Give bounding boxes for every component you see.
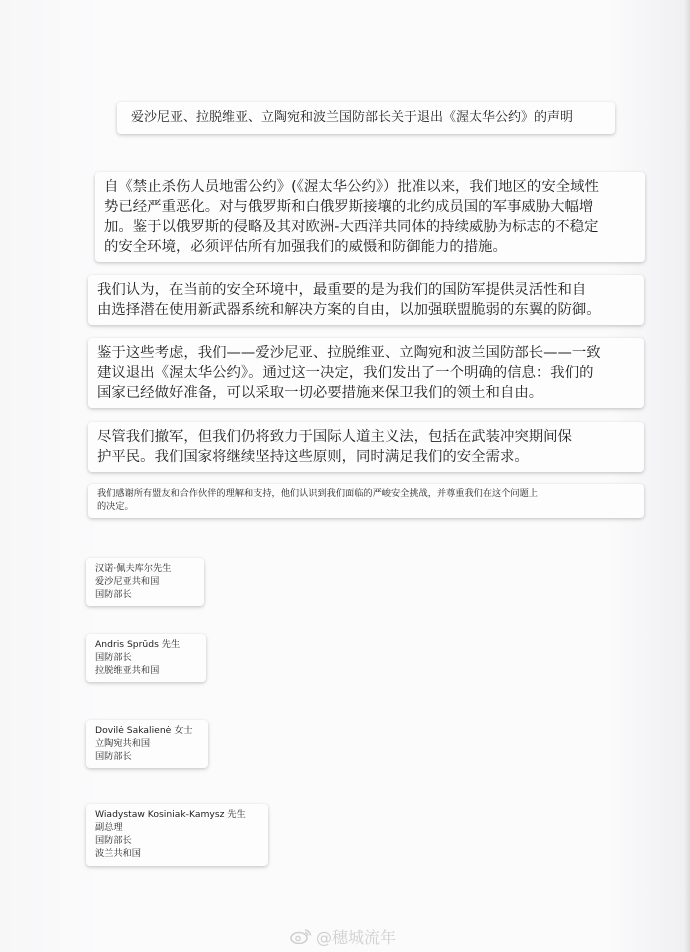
signatory-name: Andris Sprūds 先生 <box>95 639 181 650</box>
signatory-role: 波兰共和国 <box>95 848 141 859</box>
signatory-role: 拉脱维亚共和国 <box>95 665 160 676</box>
signatory-role: 立陶宛共和国 <box>95 738 151 749</box>
text-line: 我们认为，在当前的安全环境中，最重要的是为我们的国防军提供灵活性和自 <box>97 282 587 298</box>
signatory-name: Wiadystaw Kosiniak-Kamysz 先生 <box>95 809 246 820</box>
text-line: 势已经严重恶化。对与俄罗斯和白俄罗斯接壤的北约成员国的军事威胁大幅增 <box>104 199 594 215</box>
text-line: 国家已经做好准备，可以采取一切必要措施来保卫我们的领土和自由。 <box>97 385 544 401</box>
signatory-name: 汉诺·佩夫库尔先生 <box>95 563 172 574</box>
text-line: 尽管我们撤军，但我们仍将致力于国际人道主义法，包括在武装冲突期间保 <box>97 429 572 445</box>
signatory-role: 国防部长 <box>95 751 132 762</box>
page-edge-shadow <box>684 0 690 952</box>
signatory-role: 国防部长 <box>95 835 132 846</box>
watermark-text: @穗城流年 <box>316 927 397 947</box>
text-line: 自《禁止杀伤人员地雷公约》(《渥太华公约》）批准以来，我们地区的安全域性 <box>104 179 599 195</box>
text-line: 护平民。我们国家将继续坚持这些原则，同时满足我们的安全需求。 <box>97 449 529 465</box>
statement-title: 爱沙尼亚、拉脱维亚、立陶宛和波兰国防部长关于退出《渥太华公约》的声明 <box>117 102 615 134</box>
weibo-icon <box>290 928 312 944</box>
text-line: 建议退出《渥太华公约》。通过这一决定，我们发出了一个明确的信息：我们的 <box>97 365 594 381</box>
signatory-name: Dovilė Sakalienė 女士 <box>95 725 193 736</box>
signatory-lithuania <box>86 720 208 768</box>
signatory-latvia <box>86 634 206 682</box>
text-line: 由选择潜在使用新武器系统和解决方案的自由，以加强联盟脆弱的东翼的防御。 <box>97 302 601 318</box>
paragraph-5 <box>88 484 644 518</box>
signatory-role: 副总理 <box>95 822 123 833</box>
text-line: 加。鉴于以俄罗斯的侵略及其对欧洲-大西洋共同体的持续威胁为标志的不稳定 <box>104 219 599 235</box>
paragraph-1 <box>95 172 645 262</box>
watermark <box>290 924 396 948</box>
signatory-estonia <box>86 558 204 606</box>
signatory-role: 爱沙尼亚共和国 <box>95 576 160 587</box>
signatory-role: 国防部长 <box>95 652 132 663</box>
text-line: 的安全环境，必须评估所有加强我们的威慑和防御能力的措施。 <box>104 239 507 255</box>
text-line: 的决定。 <box>97 501 134 512</box>
text-line: 我们感谢所有盟友和合作伙伴的理解和支持，他们认识到我们面临的严峻安全挑战，并尊重我们在这个问题上 <box>97 488 538 499</box>
signatory-role: 国防部长 <box>95 589 132 600</box>
signatory-poland <box>86 804 268 866</box>
paragraph-3 <box>88 338 644 408</box>
text-line: 鉴于这些考虑，我们——爱沙尼亚、拉脱维亚、立陶宛和波兰国防部长——一致 <box>97 345 601 361</box>
paragraph-4 <box>88 422 644 472</box>
paragraph-2 <box>88 275 644 325</box>
